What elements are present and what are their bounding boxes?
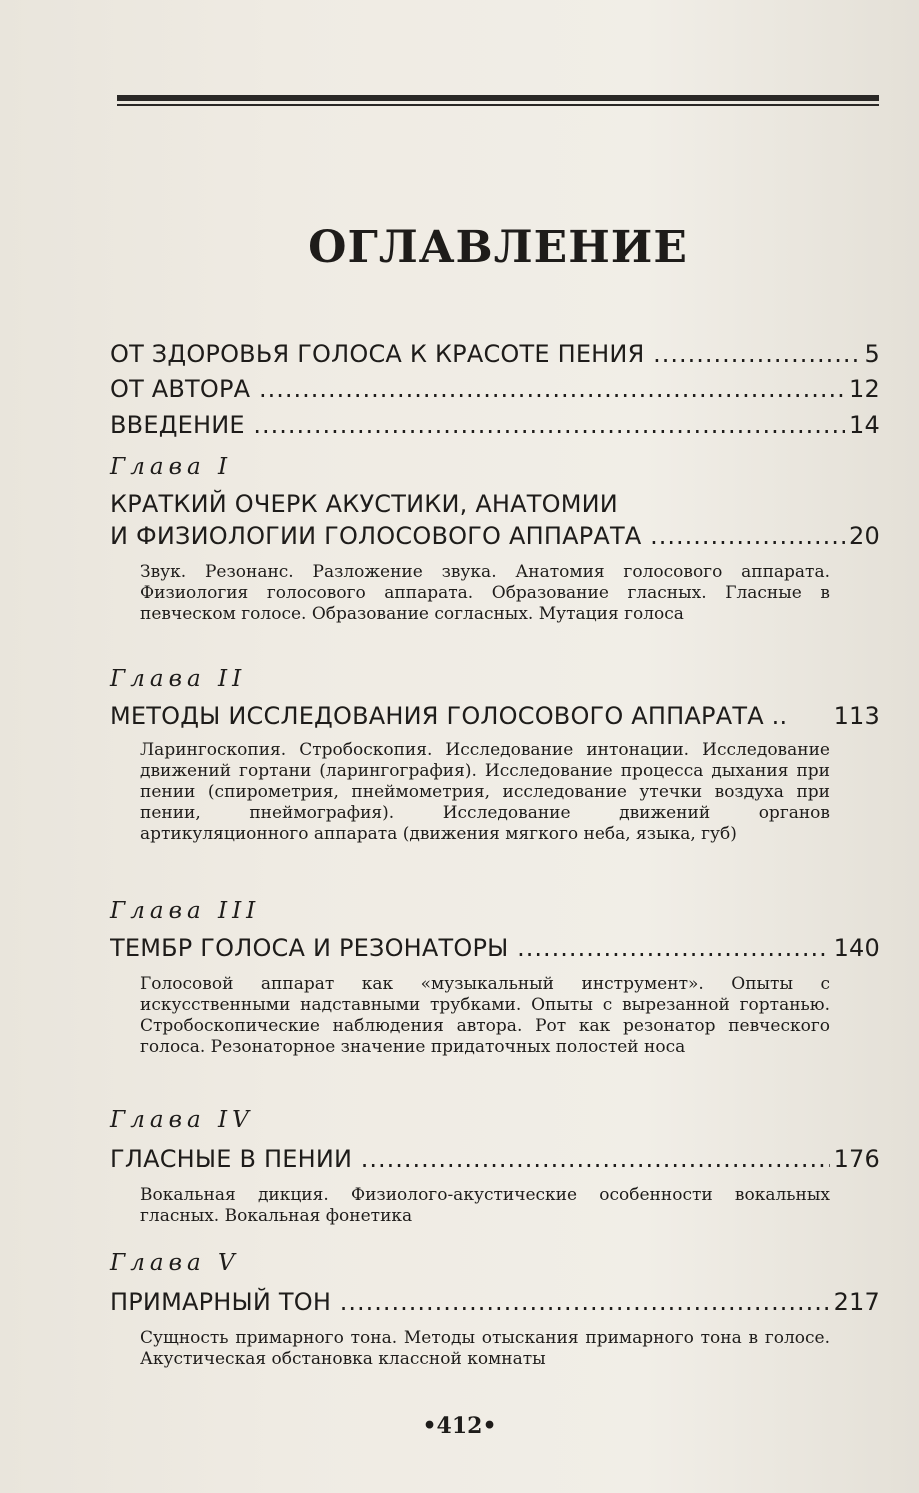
chapter-2 — [110, 664, 880, 845]
toc-entry-title: ОТ ЗДОРОВЬЯ ГОЛОСА К КРАСОТЕ ПЕНИЯ ..... — [110, 338, 861, 370]
toc-entry-page: 12 — [849, 375, 880, 403]
chapter-title: МЕТОДЫ ИССЛЕДОВАНИЯ ГОЛОСОВОГО АППАРАТА .. — [110, 702, 788, 730]
chapter-page: 113 — [833, 702, 880, 730]
toc-entry — [110, 373, 880, 405]
toc-entry — [110, 409, 880, 441]
chapter-title: ТЕМБР ГОЛОСА И РЕЗОНАТОРЫ ..... — [110, 932, 830, 964]
toc-entry — [110, 338, 880, 370]
chapter-description: Сущность примарного тона. Методы отыскания примарного тона в голосе. Акустическая обстановка классной комнаты — [140, 1328, 830, 1369]
chapter-title: ПРИМАРНЫЙ ТОН ..... — [110, 1286, 830, 1318]
chapter-title-line2: И ФИЗИОЛОГИИ ГОЛОСОВОГО АППАРАТА ..... — [110, 520, 845, 552]
chapter-label: Глава IV — [110, 1107, 254, 1133]
chapter-title-line1: КРАТКИЙ ОЧЕРК АКУСТИКИ, АНАТОМИИ — [110, 490, 618, 518]
chapter-description: Звук. Резонанс. Разложение звука. Анатомия голосового аппарата. Физиология голосового аппарата. Образование гласных. Гласные в певческом голосе. Образование согласных. Мутация голоса — [140, 562, 830, 624]
toc-entry-title: ВВЕДЕНИЕ ..... — [110, 409, 845, 441]
chapter-label: Глава V — [110, 1250, 240, 1276]
toc-entry-page: 14 — [849, 411, 880, 439]
chapter-description: Ларингоскопия. Стробоскопия. Исследование интонации. Исследование движений гортани (ларингография). Исследование процесса дыхания при пении (спирометрия, пнеймометрия, исследование утечки воздуха при пении, пнеймография). Исследование движений органов артикуляционного аппарата (движения мягкого неба, языка, губ) — [140, 740, 830, 844]
chapter-label: Глава II — [110, 666, 247, 692]
chapter-page: 20 — [849, 522, 880, 550]
chapter-description: Голосовой аппарат как «музыкальный инструмент». Опыты с искусственными надставными трубками. Опыты с вырезанной гортанью. Стробоскопические наблюдения автора. Рот как резонатор певческого голоса. Резонаторное значение придаточных полостей носа — [140, 974, 830, 1057]
chapter-page: 217 — [833, 1288, 880, 1316]
chapter-1 — [110, 452, 880, 625]
page-number: •412• — [422, 1413, 497, 1439]
chapter-description: Вокальная дикция. Физиолого-акустические особенности вокальных гласных. Вокальная фонетика — [140, 1185, 830, 1226]
toc-entry-title: ОТ АВТОРА ..... — [110, 373, 845, 405]
page-title: ОГЛАВЛЕНИЕ — [308, 222, 688, 273]
header-rule-thick — [117, 95, 879, 101]
chapter-label: Глава III — [110, 898, 261, 924]
chapter-3 — [110, 896, 880, 1058]
chapter-4 — [110, 1105, 880, 1227]
chapter-page: 140 — [833, 934, 880, 962]
header-rule-thin — [117, 104, 879, 106]
toc-entry-page: 5 — [864, 340, 880, 368]
chapter-title: ГЛАСНЫЕ В ПЕНИИ ..... — [110, 1143, 830, 1175]
chapter-label: Глава I — [110, 454, 233, 480]
chapter-5 — [110, 1248, 880, 1370]
chapter-page: 176 — [833, 1145, 880, 1173]
